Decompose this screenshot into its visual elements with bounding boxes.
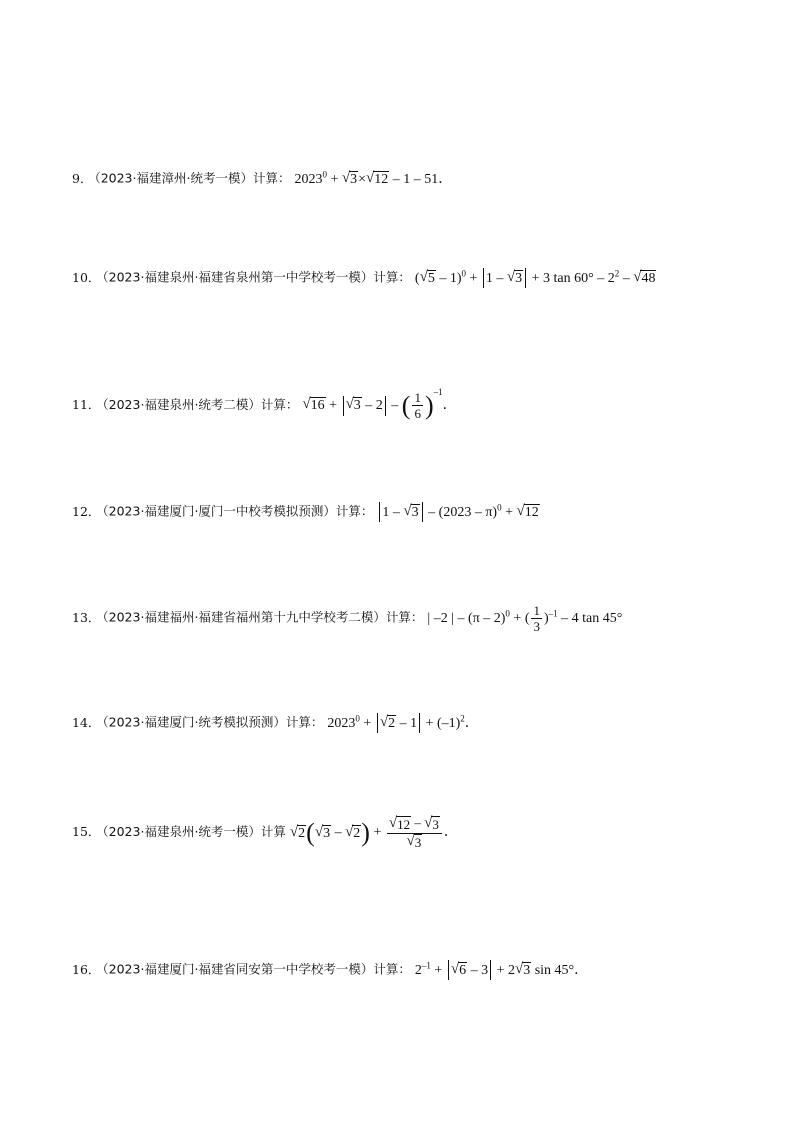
math-expression: 1 – √ 3 – (2023 – π)$^0$ + √ 12 [377, 505, 539, 520]
problem-12 [72, 497, 754, 523]
math-expression: ( √ 5 – 1)$^0$ + 1 – √ 3 + 3 $\tan 60^\circ - 2^2$ – √ 48 [415, 271, 657, 286]
problem-command: 计算 [260, 824, 286, 840]
problem-number: 10． [72, 269, 101, 285]
sqrt: √ 12 [516, 502, 539, 520]
problem-command: 计算： [335, 503, 374, 519]
abs-bar [490, 960, 491, 980]
abs-bar [377, 713, 378, 733]
sqrt: √ 2 [379, 713, 396, 731]
problem-command: 计算： [385, 609, 424, 625]
problem-command: 计算： [285, 714, 324, 730]
problem-number: 15． [72, 824, 101, 840]
sqrt: √ 12 [366, 169, 389, 187]
problem-number: 13． [72, 609, 101, 625]
problem-10 [72, 263, 754, 289]
problem-source: （2023·福建厦门·福建省同安第一中学校考一模） [102, 961, 374, 977]
problem-source: （2023·福建厦门·统考模拟预测） [102, 714, 286, 730]
sqrt: √ 3 [314, 823, 331, 841]
sqrt: √ 12 [388, 814, 411, 832]
sqrt: √ 3 [341, 169, 358, 187]
fraction: $\frac{1}{6}$ [414, 390, 421, 422]
abs-bar [525, 268, 526, 288]
problem-16 [72, 955, 754, 981]
problem-source: （2023·福建厦门·厦门一中校考模拟预测） [102, 503, 336, 519]
sqrt: √ 3 [406, 833, 422, 851]
sqrt: √ 3 [424, 814, 439, 832]
math-expression: | –2 | – (π – 2)$^0$ + ( $\frac{1}{3}$ )$^{-1}$ – 4 tan 45° [427, 603, 623, 634]
fraction: $\frac{1}{3}$ [533, 603, 540, 634]
sqrt: √ 3 [345, 396, 361, 414]
abs-bar [483, 268, 484, 288]
problem-number: 16． [72, 961, 101, 977]
math-expression: √ 2 ( √ 3 – √ 2 ) + √ 12 – √ 3 √ 3 ． [289, 814, 458, 851]
abs-bar [379, 502, 380, 522]
sqrt: √ 2 [345, 823, 361, 841]
problem-command: 计算： [373, 269, 411, 285]
problem-source: （2023·福建泉州·统考二模） [102, 397, 261, 412]
sqrt: √ 6 [450, 960, 467, 978]
abs-bar [448, 960, 449, 980]
abs-bar [343, 396, 344, 416]
problem-14 [72, 708, 754, 734]
problem-9 [72, 164, 754, 190]
sqrt: √ 2 [289, 823, 306, 841]
abs-bar [419, 713, 420, 733]
math-expression: $2023^0$ + √ 2 – $1 + (-1)^2$． [327, 716, 478, 731]
problem-number: 12． [72, 503, 101, 519]
problem-15 [72, 815, 754, 851]
abs-bar [385, 396, 386, 416]
sqrt: √ 5 [419, 268, 435, 286]
sqrt: √ 3 [514, 960, 531, 978]
problem-number: 11． [72, 397, 101, 412]
problem-command: 计算： [260, 397, 299, 412]
problem-command: 计算： [373, 961, 411, 977]
math-expression: $2^{-1}$ + √ 6 – 3 + 2 √ 3 sin 45°． [415, 963, 588, 978]
problem-command: 计算： [252, 170, 291, 186]
sqrt: √ 3 [403, 502, 419, 520]
sqrt: √ 48 [633, 268, 656, 286]
math-expression: $2023^0$ + √ 3 × √ 12 – 1 – 51． [294, 169, 453, 187]
problem-source: （2023·福建泉州·统考一模） [102, 824, 261, 840]
fraction: √ 12 – √ 3 √ 3 [387, 815, 442, 851]
problem-source: （2023·福建泉州·福建省泉州第一中学校考一模） [102, 269, 374, 285]
math-expression: √ 16 + √ 3 – 2 – ( $\frac{1}{6}$ )$^{-1}$． [302, 387, 457, 422]
problem-source: （2023·福建漳州·统考一模） [94, 170, 253, 186]
sqrt: √ 16 [302, 396, 325, 414]
problem-number: 9． [72, 170, 93, 186]
sqrt: √ 3 [506, 268, 523, 286]
abs-bar [422, 502, 423, 522]
problem-11 [72, 382, 754, 421]
problem-source: （2023·福建福州·福建省福州第十九中学校考二模） [102, 609, 386, 625]
problem-number: 14． [72, 714, 101, 730]
problem-13 [72, 603, 754, 634]
